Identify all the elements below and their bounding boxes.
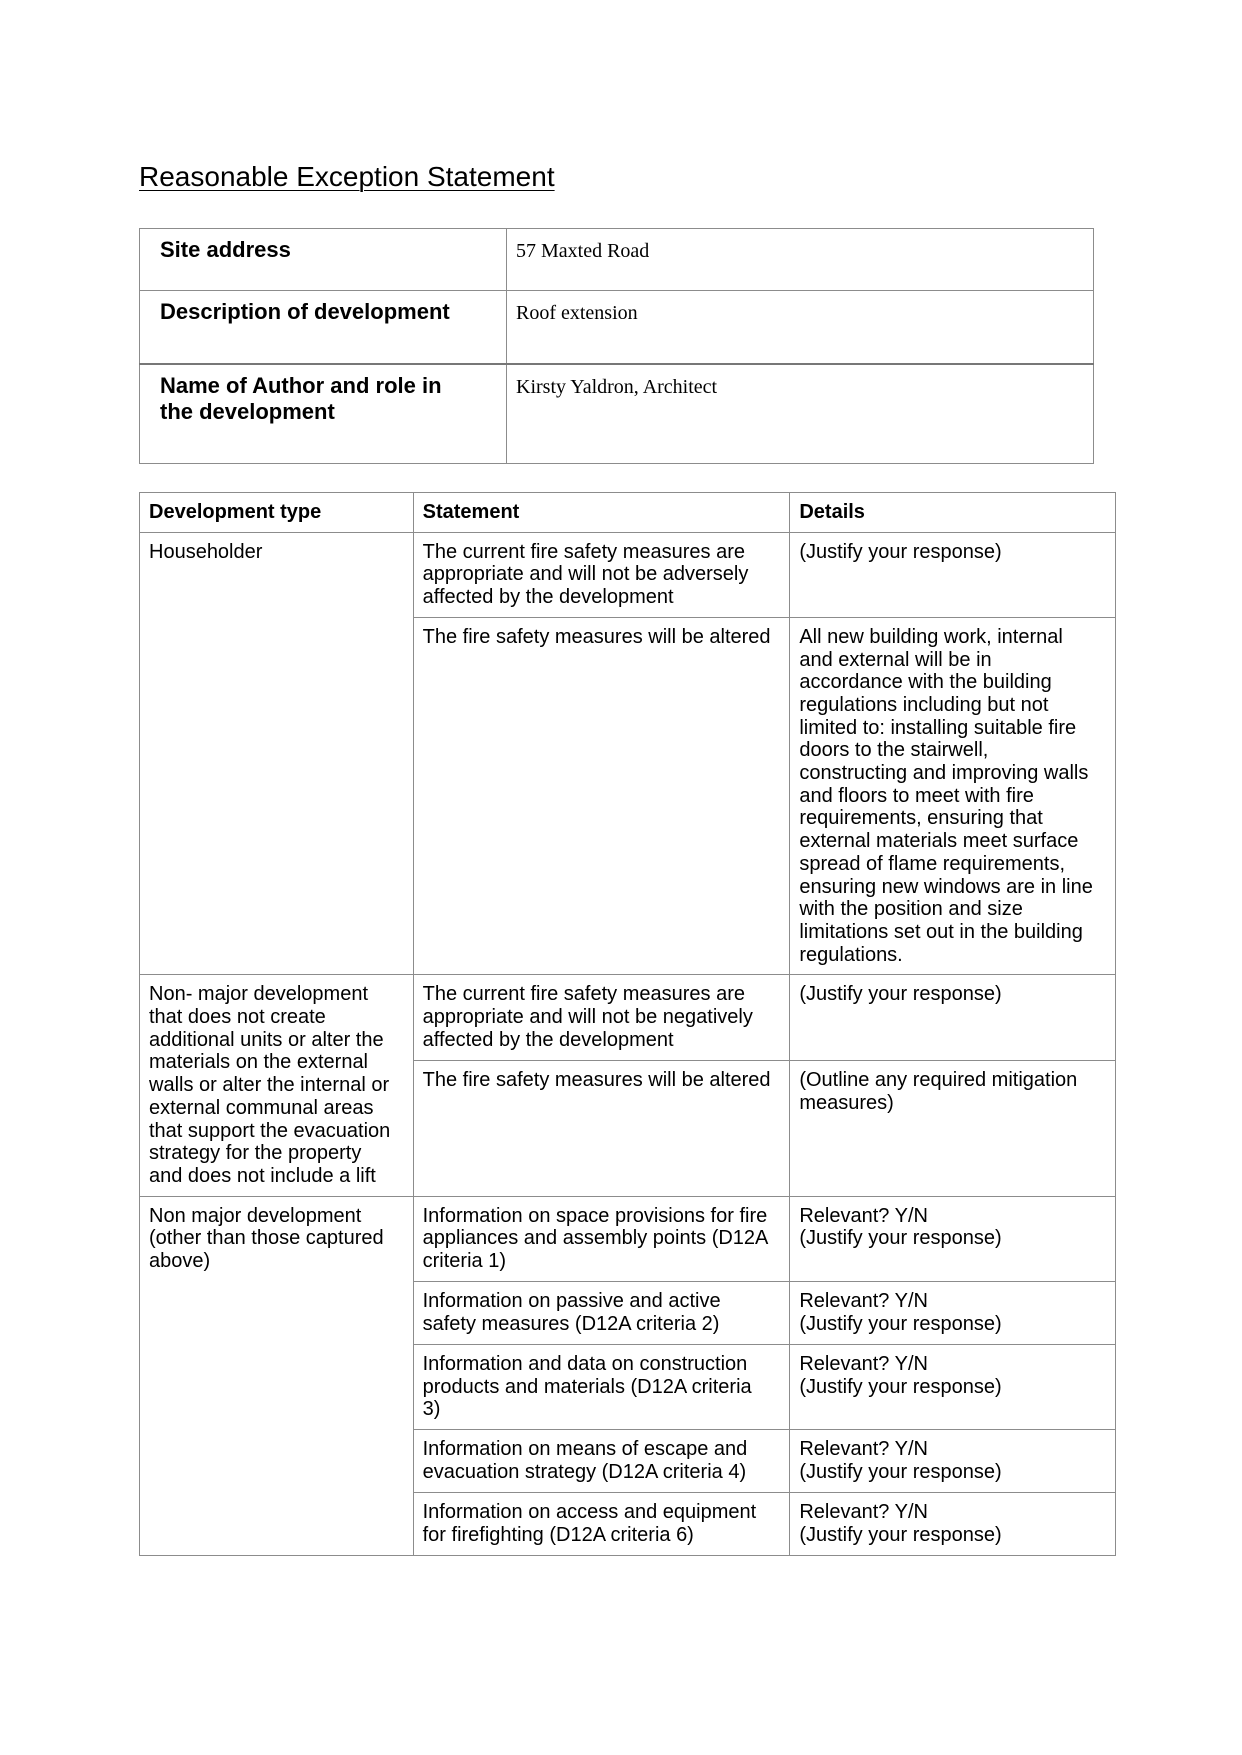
author-label: Name of Author and role in the development [140,364,507,464]
statement-cell [413,1196,790,1281]
text-line: appliances and assembly points (D12A [422,1227,769,1250]
text-line: The current fire safety measures are [422,540,745,563]
text-line: constructing and improving walls [799,762,1089,785]
text-line: regulations including but not [799,693,1049,716]
text-line: (Outline any required mitigation [799,1068,1078,1091]
text-line: doors to the stairwell, [799,739,989,762]
text-line: limited to: installing suitable fire [799,716,1077,739]
text-line: products and materials (D12A criteria [422,1375,752,1398]
type-cell: Householder [140,532,414,975]
text-line: measures) [799,1091,894,1114]
details-cell [790,1060,1116,1196]
text-line: (Justify your response) [799,1312,1002,1335]
text-line: Relevant? Y/N [799,1500,928,1523]
text-line: affected by the development [422,586,674,609]
text-line: and external will be in [799,648,992,671]
text-line: external communal areas [149,1096,374,1119]
text-line: (Justify your response) [799,1227,1002,1250]
text-line: Information on access and equipment [422,1500,757,1523]
text-line: and does not include a lift [149,1164,376,1187]
page-title: Reasonable Exception Statement [139,161,555,192]
text-line: affected by the development [422,1028,674,1051]
statement-cell [413,1344,790,1429]
text-line: strategy for the property [149,1142,362,1165]
text-line: Relevant? Y/N [799,1204,928,1227]
text-line: Non- major development [149,983,368,1006]
text-line: ensuring new windows are in line [799,875,1093,898]
header-statement: Statement [413,493,790,533]
text-line: appropriate and will not be adversely [422,563,749,586]
text-line: The current fire safety measures are [422,983,745,1006]
text-line: that support the evacuation [149,1119,391,1142]
text-line: with the position and size [799,898,1023,921]
text-line: Relevant? Y/N [799,1352,928,1375]
text-line: materials on the external [149,1051,369,1074]
text-line: that does not create [149,1006,326,1029]
details-cell [790,1196,1116,1281]
text-line: (other than those captured [149,1227,384,1250]
text-line: (Justify your response) [799,540,1002,563]
statement-cell [413,617,790,975]
details-cell [790,1429,1116,1492]
details-cell [790,1492,1116,1555]
details-cell [790,1344,1116,1429]
text-line: (Justify your response) [799,983,1002,1006]
text-line: Information on means of escape and [422,1437,748,1460]
text-line: accordance with the building [799,671,1052,694]
statement-cell [413,532,790,617]
text-line: All new building work, internal [799,625,1063,648]
site-address-label: Site address [140,229,507,291]
statement-cell [413,1492,790,1555]
site-address-value: 57 Maxted Road [507,229,1094,291]
details-cell [790,1281,1116,1344]
text-line: above) [149,1250,211,1273]
statement-cell [413,1429,790,1492]
text-line: Non major development [149,1204,362,1227]
development-table [139,492,1116,1556]
text-line: evacuation strategy (D12A criteria 4) [422,1460,747,1483]
header-row [140,493,1116,533]
header-development-type: Development type [140,493,414,533]
text-line: Relevant? Y/N [799,1437,928,1460]
author-value: Kirsty Yaldron, Architect [507,364,1094,464]
statement-cell [413,1281,790,1344]
details-cell [790,617,1116,975]
text-line: appropriate and will not be negatively [422,1006,753,1029]
statement-cell [413,1060,790,1196]
table-row [140,532,1116,617]
description-label: Description of development [140,291,507,365]
text-line: Information on space provisions for fire [422,1204,768,1227]
text-line: additional units or alter the [149,1028,384,1051]
text-line: Information on passive and active [422,1289,721,1312]
text-line: criteria 1) [422,1250,506,1273]
details-cell [790,532,1116,617]
text-line: (Justify your response) [799,1460,1002,1483]
table-row [140,1196,1116,1281]
statement-cell [413,975,790,1061]
text-line: The fire safety measures will be altered [422,625,771,648]
text-line: (Justify your response) [799,1523,1002,1546]
description-value: Roof extension [507,291,1094,365]
text-line: Relevant? Y/N [799,1289,928,1312]
text-line: Information and data on construction [422,1352,748,1375]
type-cell [140,1196,414,1555]
text-line: for firefighting (D12A criteria 6) [422,1523,694,1546]
text-line: regulations. [799,943,903,966]
text-line: walls or alter the internal or [149,1074,390,1097]
header-details: Details [790,493,1116,533]
table-row [140,975,1116,1061]
text-line: requirements, ensuring that [799,807,1043,830]
text-line: external materials meet surface [799,830,1079,853]
text-line: limitations set out in the building [799,920,1083,943]
details-cell [790,975,1116,1061]
text-line: The fire safety measures will be altered [422,1068,771,1091]
text-line: and floors to meet with fire [799,784,1034,807]
text-line: spread of flame requirements, [799,852,1066,875]
type-cell [140,975,414,1196]
info-table [139,228,1094,464]
text-line: (Justify your response) [799,1375,1002,1398]
text-line: safety measures (D12A criteria 2) [422,1312,720,1335]
text-line: 3) [422,1398,441,1421]
